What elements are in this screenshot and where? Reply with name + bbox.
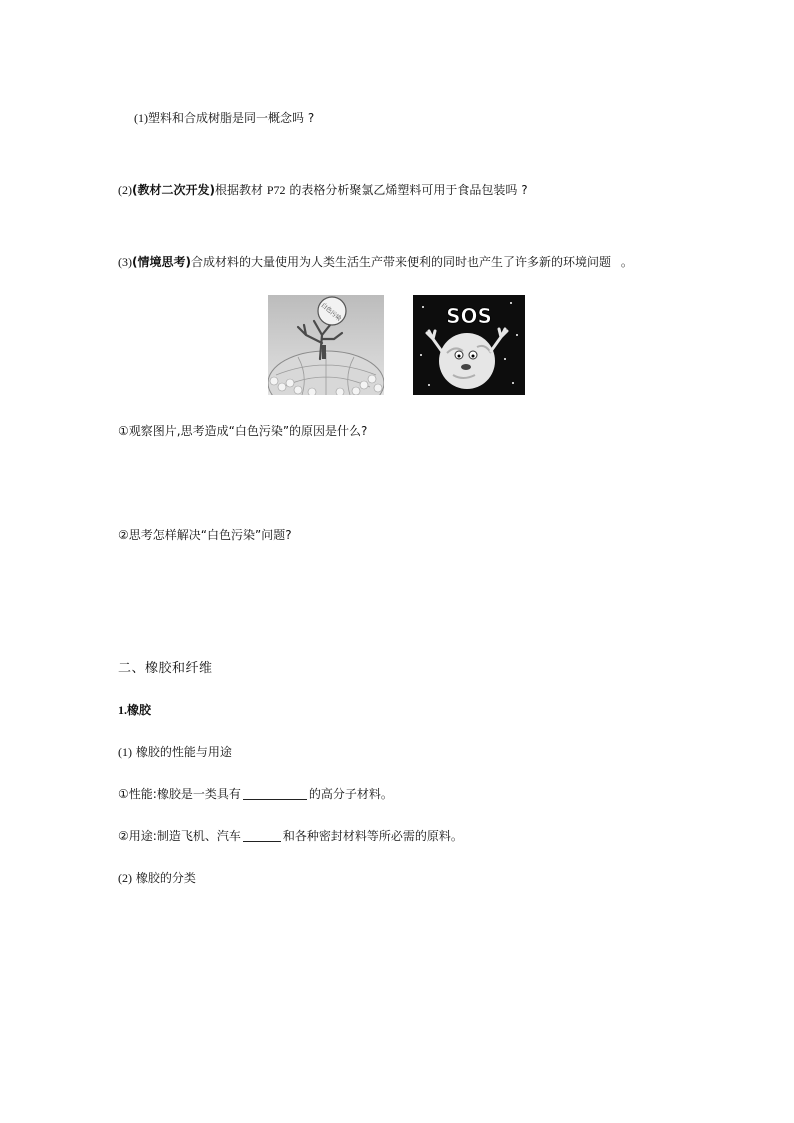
fill-in-blank-property[interactable] — [243, 787, 307, 800]
sub-question-1-number: ① — [118, 424, 129, 438]
rubber-use-text-a: 制造飞机、汽车 — [156, 829, 241, 843]
question-1 — [134, 110, 314, 126]
sub-question-1-text-b: 思考造成“白色污染”的原因是什么 — [180, 424, 362, 438]
question-3-tag-close: ) — [185, 255, 191, 269]
rubber-p1-text: 橡胶的性能与用途 — [135, 745, 232, 759]
dead-tree-globe-image — [268, 295, 384, 395]
white-pollution-sign-text: 白色污染 — [319, 301, 343, 323]
rubber-p2-number: (2) — [118, 871, 132, 885]
rubber-heading — [118, 702, 151, 718]
sos-earth-image — [413, 295, 525, 395]
question-3-tag: 情境思考 — [137, 255, 186, 269]
sub-question-2-mark: ? — [285, 528, 292, 542]
rubber-prop-label: 性能 — [128, 787, 153, 801]
white-pollution-illustration — [268, 295, 384, 395]
question-2-text-a: 根据教材 — [214, 183, 263, 197]
rubber-classification-heading — [118, 870, 196, 886]
rubber-prop-colon: : — [152, 787, 157, 801]
question-2 — [118, 182, 528, 198]
sub-question-1-text-a: 观察图片 — [128, 424, 177, 438]
rubber-use-text-b: 和各种密封材料等所必需的原料。 — [282, 829, 463, 843]
rubber-use-colon: : — [152, 829, 157, 843]
rubber-properties-heading — [118, 744, 232, 760]
question-2-mark: ? — [521, 183, 528, 197]
sub-question-1-comma: , — [176, 424, 181, 438]
rubber-heading-text: 橡胶 — [127, 703, 152, 717]
rubber-p2-text: 橡胶的分类 — [135, 871, 196, 885]
question-3-tag-open: ( — [132, 255, 138, 269]
question-2-tag: 教材二次开发 — [137, 183, 210, 197]
question-1-mark: ? — [307, 111, 315, 125]
question-1-number: (1) — [134, 111, 148, 125]
sub-question-1-mark: ? — [361, 424, 368, 438]
question-2-text-b: 的表格分析聚氯乙烯塑料可用于食品包装吗 — [289, 183, 518, 197]
rubber-heading-number: 1. — [118, 703, 127, 717]
question-3 — [118, 254, 633, 270]
rubber-use-number: ② — [118, 829, 129, 843]
sos-text: SOS — [446, 304, 492, 328]
question-2-number: (2) — [118, 183, 132, 197]
rubber-prop-number: ① — [118, 787, 129, 801]
rubber-property-line — [118, 786, 393, 802]
section-title: 二、橡胶和纤维 — [118, 661, 213, 676]
rubber-prop-text-b: 的高分子材料。 — [308, 787, 393, 801]
question-2-page-ref: P72 — [266, 183, 286, 197]
sub-question-2 — [118, 527, 292, 543]
rubber-use-label: 用途 — [128, 829, 153, 843]
sub-question-2-text: 思考怎样解决“白色污染”问题 — [128, 528, 286, 542]
question-2-tag-close: ) — [209, 183, 215, 197]
rubber-prop-text-a: 橡胶是一类具有 — [156, 787, 241, 801]
fill-in-blank-use[interactable] — [243, 829, 281, 842]
sub-question-1 — [118, 423, 367, 439]
question-2-tag-open: ( — [132, 183, 138, 197]
question-3-number: (3) — [118, 255, 132, 269]
rubber-p1-number: (1) — [118, 745, 132, 759]
question-3-text: 合成材料的大量使用为人类生活生产带来便利的同时也产生了许多新的环境问题 — [190, 255, 611, 269]
rubber-use-line — [118, 828, 463, 844]
sos-earth-illustration — [413, 295, 525, 395]
sub-question-2-number: ② — [118, 528, 129, 542]
question-1-text: 塑料和合成树脂是同一概念吗 — [148, 111, 305, 125]
question-3-mark: 。 — [620, 255, 633, 269]
